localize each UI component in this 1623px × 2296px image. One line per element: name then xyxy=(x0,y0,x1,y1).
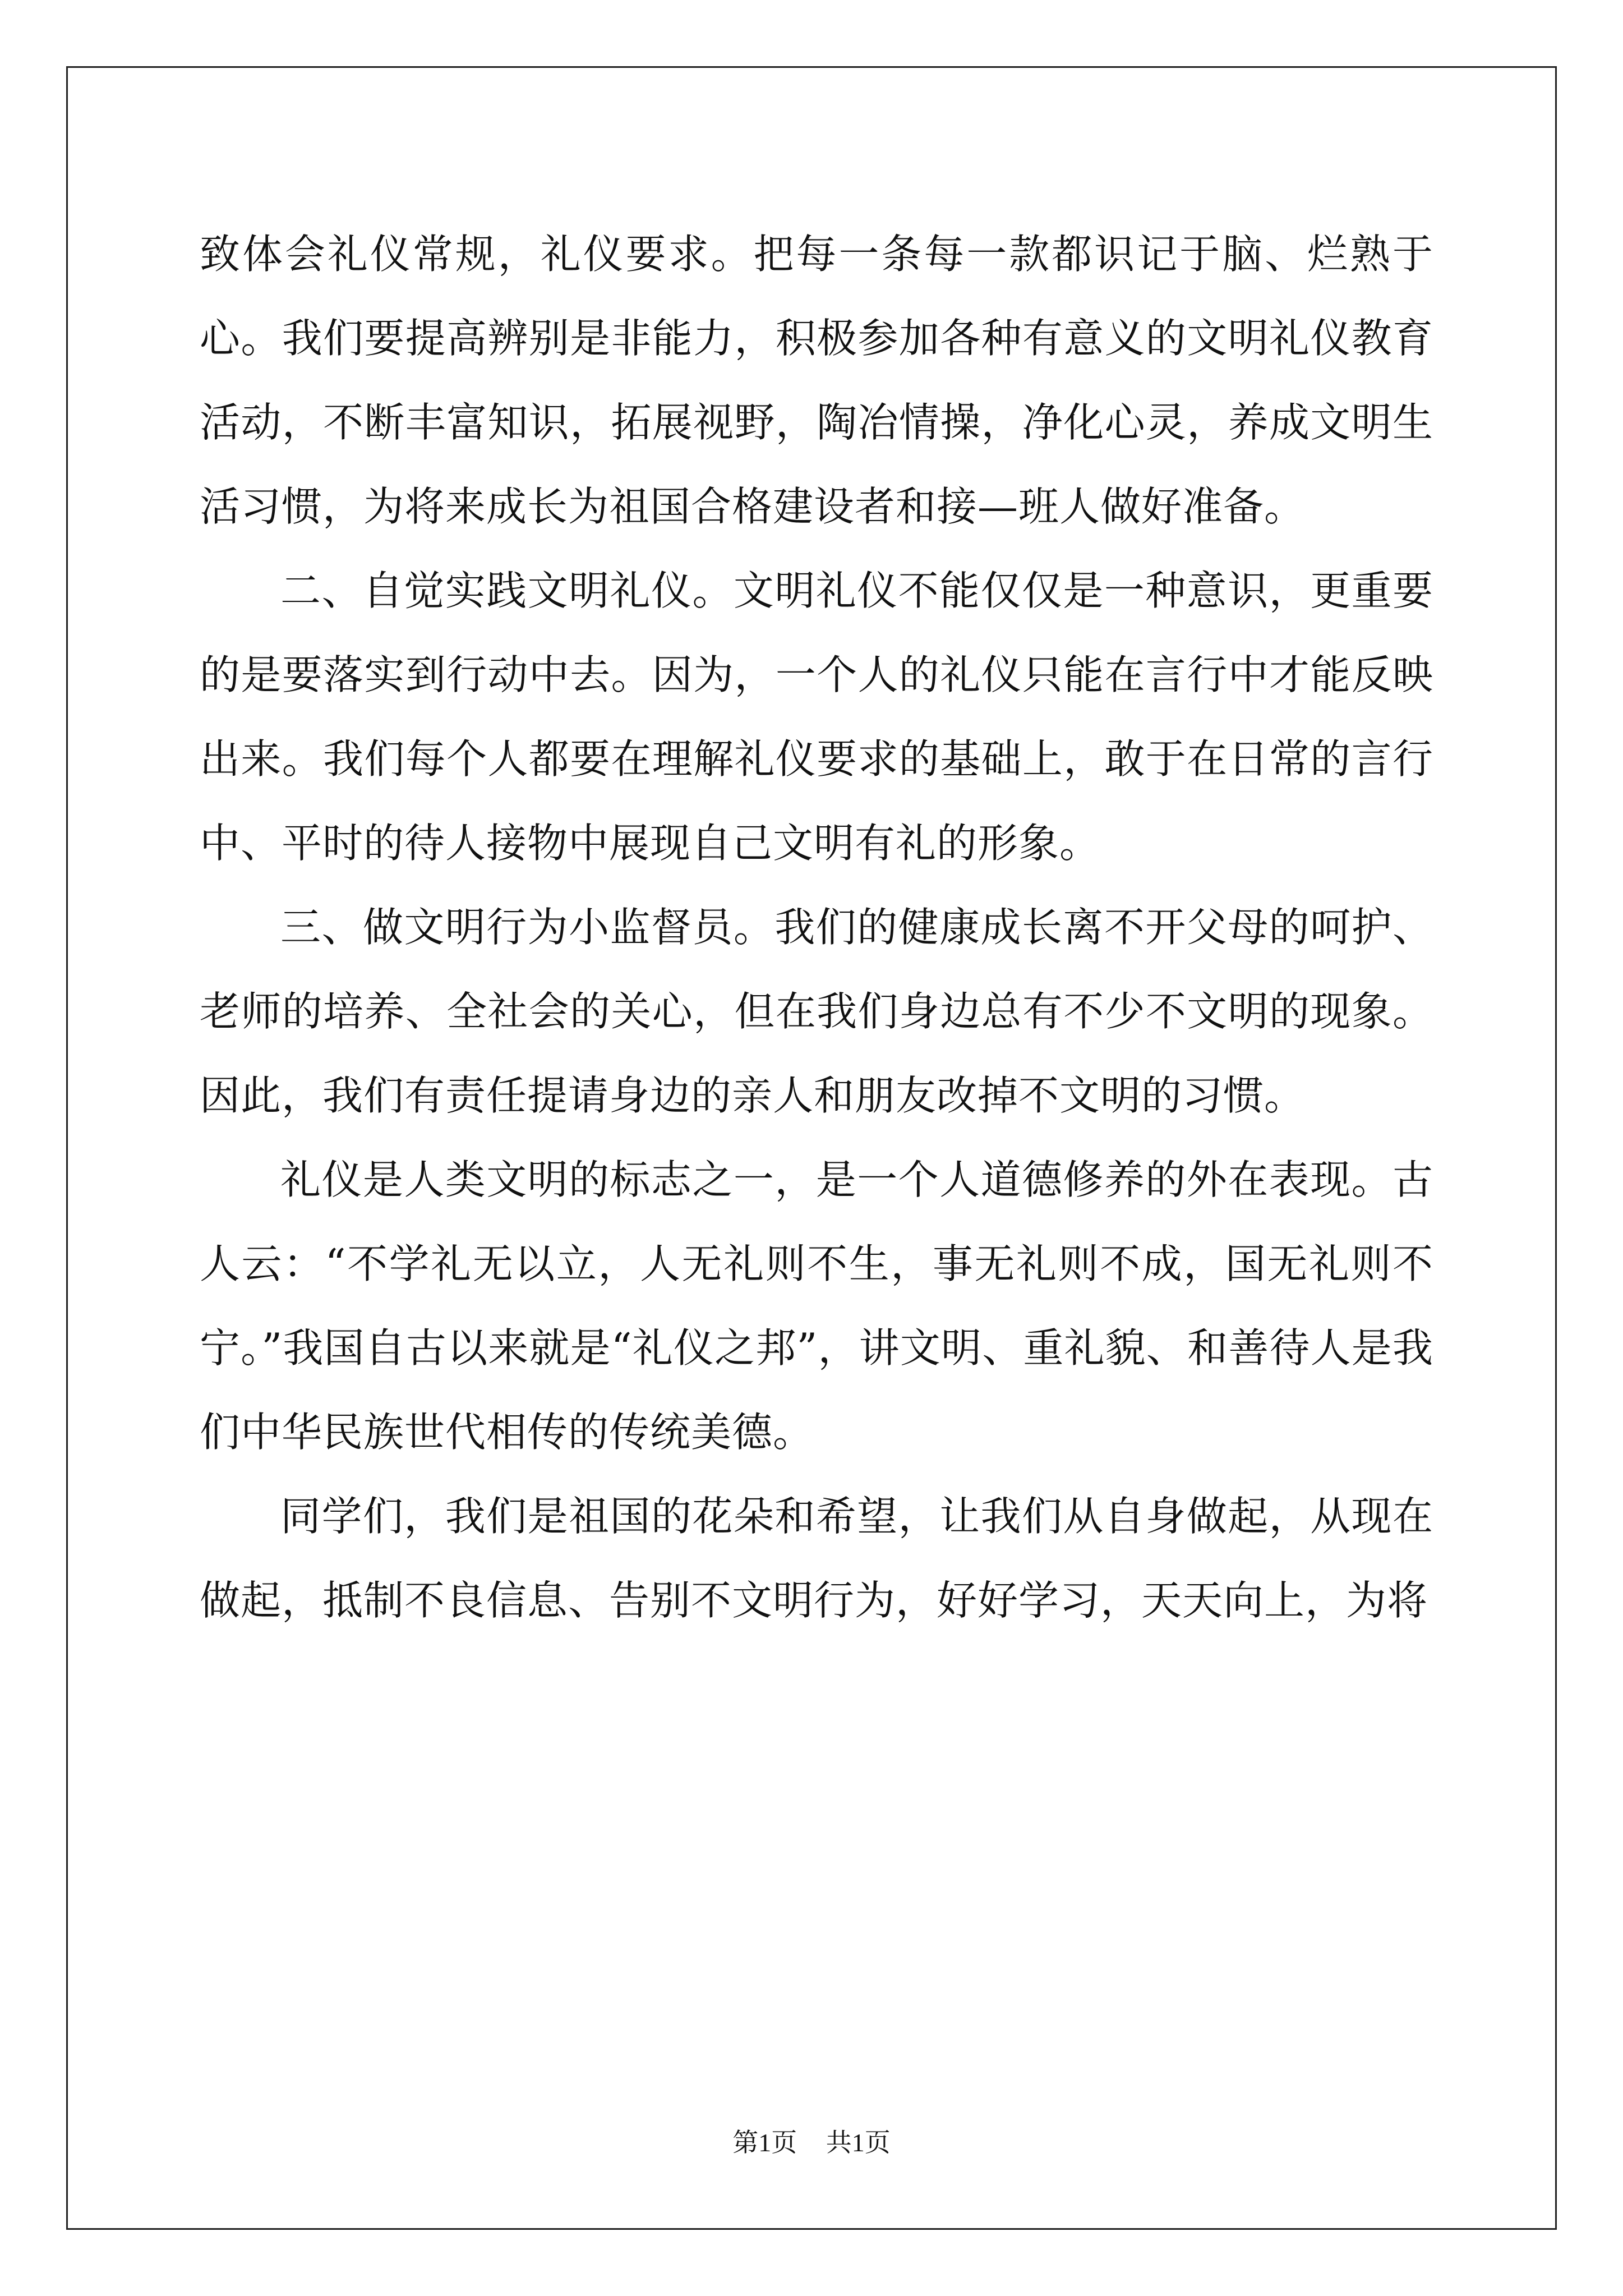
paragraph-3: 三、做文明行为小监督员。我们的健康成长离不开父母的呵护、老师的培养、全社会的关心，但在我们身边总有不少不文明的现象。因此，我们有责任提请身边的亲人和朋友改掉不文明的习惯。 xyxy=(200,904,1433,1119)
page-footer xyxy=(0,2122,1623,2159)
paragraph-2: 二、自觉实践文明礼仪。文明礼仪不能仅仅是一种意识，更重要的是要落实到行动中去。因为，一个人的礼仪只能在言行中才能反映出来。我们每个人都要在理解礼仪要求的基础上，敢于在日常的言行中、平时的待人接物中展现自己文明有礼的形象。 xyxy=(200,567,1433,867)
document-body xyxy=(200,212,1433,1642)
page-number-current: 第1页 xyxy=(732,2128,797,2157)
paragraph-5: 同学们，我们是祖国的花朵和希望，让我们从自身做起，从现在做起，抵制不良信息、告别不文明行为，好好学习，天天向上，为将 xyxy=(200,1493,1433,1624)
page-number-total: 共1页 xyxy=(826,2128,891,2157)
paragraph-4: 礼仪是人类文明的标志之一，是一个人道德修养的外在表现。古人云：“不学礼无以立，人无礼则不生，事无礼则不成，国无礼则不宁。”我国自古以来就是“礼仪之邦”，讲文明、重礼貌、和善待人是我们中华民族世代相传的传统美德。 xyxy=(200,1156,1433,1456)
paragraph-1: 致体会礼仪常规，礼仪要求。把每一条每一款都识记于脑、烂熟于心。我们要提高辨别是非能力，积极参加各种有意义的文明礼仪教育活动，不断丰富知识，拓展视野，陶冶情操，净化心灵，养成文明生活习惯，为将来成长为祖国合格建设者和接—班人做好准备。 xyxy=(200,231,1433,530)
